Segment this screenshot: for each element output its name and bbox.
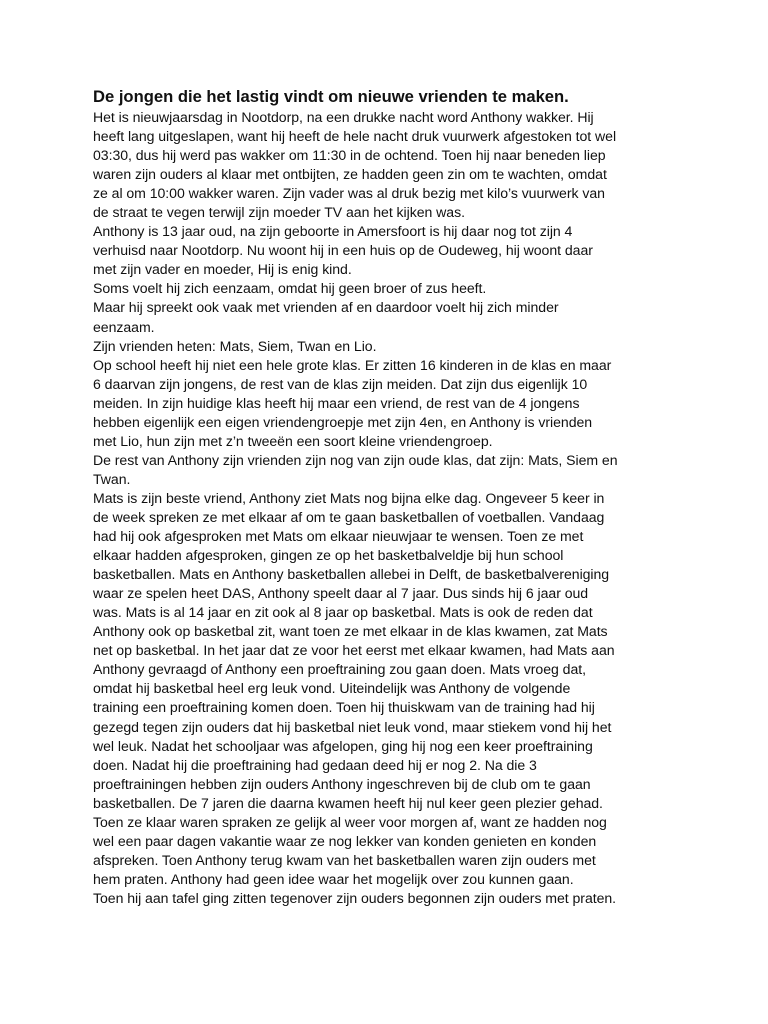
- document-line: eenzaam.: [93, 318, 155, 335]
- document-content: [93, 86, 683, 908]
- document-line: Anthony ook op basketbal zit, want toen ze met elkaar in de klas kwamen, zat Mats: [93, 623, 608, 640]
- document-line: de week spreken ze met elkaar af om te gaan basketballen of voetballen. Vandaag: [93, 508, 605, 525]
- document-line: waar ze spelen heet DAS, Anthony speelt daar al 7 jaar. Dus sinds hij 6 jaar oud: [93, 585, 589, 602]
- document-line: hem praten. Anthony had geen idee waar het mogelijk over zou kunnen gaan.: [93, 870, 574, 887]
- document-line: omdat hij basketbal heel erg leuk vond. Uiteindelijk was Anthony de volgende: [93, 680, 571, 697]
- document-line: Toen ze klaar waren spraken ze gelijk al weer voor morgen af, want ze hadden nog: [93, 813, 607, 830]
- document-line: was. Mats is al 14 jaar en zit ook al 8 jaar op basketbal. Mats is ook de reden dat: [93, 604, 593, 621]
- document-line: gezegd tegen zijn ouders dat hij basketbal niet leuk vond, maar stiekem vond hij het: [93, 718, 612, 735]
- document-line: Zijn vrienden heten: Mats, Siem, Twan en Lio.: [93, 337, 377, 354]
- document-line: 03:30, dus hij werd pas wakker om 11:30 in de ochtend. Toen hij naar beneden liep: [93, 147, 606, 164]
- document-line: meiden. In zijn huidige klas heeft hij maar een vriend, de rest van de 4 jongens: [93, 394, 580, 411]
- document-line: De rest van Anthony zijn vrienden zijn nog van zijn oude klas, dat zijn: Mats, Siem en: [93, 451, 618, 468]
- document-line: Mats is zijn beste vriend, Anthony ziet Mats nog bijna elke dag. Ongeveer 5 keer in: [93, 489, 605, 506]
- document-title: De jongen die het lastig vindt om nieuwe vrienden te maken.: [93, 87, 569, 106]
- document-line: Het is nieuwjaarsdag in Nootdorp, na een drukke nacht word Anthony wakker. Hij: [93, 109, 594, 125]
- document-line: hebben eigenlijk een eigen vriendengroepje met zijn 4en, en Anthony is vrienden: [93, 413, 593, 430]
- document-line: met zijn vader en moeder, Hij is enig kind.: [93, 261, 352, 278]
- document-line: Anthony is 13 jaar oud, na zijn geboorte in Amersfoort is hij daar nog tot zijn 4: [93, 223, 573, 240]
- document-body: [93, 108, 683, 908]
- document-line: ze al om 10:00 wakker waren. Zijn vader was al druk bezig met kilo’s vuurwerk van: [93, 185, 605, 202]
- document-line: doen. Nadat hij die proeftraining had gedaan deed hij er nog 2. Na die 3: [93, 756, 537, 773]
- document-line: Toen hij aan tafel ging zitten tegenover zijn ouders begonnen zijn ouders met praten.: [93, 889, 617, 906]
- document-line: proeftrainingen hebben zijn ouders Anthony ingeschreven bij de club om te gaan: [93, 775, 591, 792]
- document-line: elkaar hadden afgesproken, gingen ze op het basketbalveldje bij hun school: [93, 547, 564, 564]
- document-line: Maar hij spreekt ook vaak met vrienden af en daardoor voelt hij zich minder: [93, 299, 559, 316]
- document-line: Op school heeft hij niet een hele grote klas. Er zitten 16 kinderen in de klas en maar: [93, 356, 612, 373]
- document-line: Twan.: [93, 470, 131, 487]
- document-line: waren zijn ouders al klaar met ontbijten, ze hadden geen zin om te wachten, omdat: [93, 166, 607, 183]
- document-line: had hij ook afgesproken met Mats om elkaar nieuwjaar te wensen. Toen ze met: [93, 528, 584, 545]
- document-line: de straat te vegen terwijl zijn moeder TV aan het kijken was.: [93, 204, 465, 221]
- document-line: wel leuk. Nadat het schooljaar was afgelopen, ging hij nog een keer proeftraining: [93, 737, 593, 754]
- document-line: afspreken. Toen Anthony terug kwam van het basketballen waren zijn ouders met: [93, 851, 596, 868]
- document-line: verhuisd naar Nootdorp. Nu woont hij in een huis op de Oudeweg, hij woont daar: [93, 242, 593, 259]
- document-line: Anthony gevraagd of Anthony een proeftraining zou gaan doen. Mats vroeg dat,: [93, 661, 586, 678]
- document-line: 6 daarvan zijn jongens, de rest van de klas zijn meiden. Dat zijn dus eigenlijk 10: [93, 375, 588, 392]
- document-line: heeft lang uitgeslapen, want hij heeft de hele nacht druk vuurwerk afgestoken tot wel: [93, 128, 617, 145]
- document-line: wel een paar dagen vakantie waar ze nog lekker van konden genieten en konden: [93, 832, 597, 849]
- document-line: met Lio, hun zijn met z’n tweeën een soort kleine vriendengroep.: [93, 432, 493, 449]
- document-line: basketballen. Mats en Anthony basketballen allebei in Delft, de basketbalvereniging: [93, 566, 610, 583]
- document-line: training een proeftraining komen doen. Toen hij thuiskwam van de training had hij: [93, 699, 595, 716]
- document-line: Soms voelt hij zich eenzaam, omdat hij geen broer of zus heeft.: [93, 280, 487, 297]
- document-line: basketballen. De 7 jaren die daarna kwamen heeft hij nul keer geen plezier gehad.: [93, 794, 603, 811]
- document-line: net op basketbal. In het jaar dat ze voor het eerst met elkaar kwamen, had Mats aan: [93, 642, 615, 659]
